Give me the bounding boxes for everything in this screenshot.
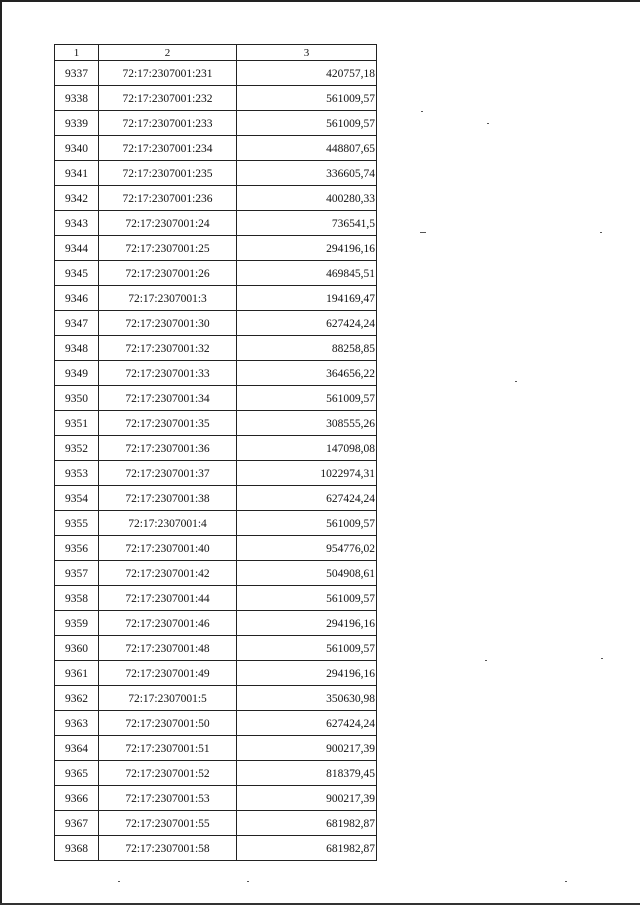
cadastral-value-cell: 561009,57: [237, 511, 377, 536]
table-row: [55, 736, 377, 761]
cadastral-value-cell: 681982,87: [237, 836, 377, 861]
cadastral-value-cell: 561009,57: [237, 386, 377, 411]
header-col-2: 2: [99, 45, 237, 61]
table-row: [55, 411, 377, 436]
cadastral-number-cell: 72:17:2307001:25: [99, 236, 237, 261]
scan-speck: [485, 660, 487, 661]
scan-edge-left: [0, 0, 2, 905]
cadastral-value-cell: 448807,65: [237, 136, 377, 161]
table-row: [55, 486, 377, 511]
cadastral-number-cell: 72:17:2307001:232: [99, 86, 237, 111]
cadastral-number-cell: 72:17:2307001:58: [99, 836, 237, 861]
cadastral-number-cell: 72:17:2307001:35: [99, 411, 237, 436]
row-number-cell: 9354: [55, 486, 99, 511]
row-number-cell: 9339: [55, 111, 99, 136]
table-row: [55, 636, 377, 661]
cadastral-value-cell: 561009,57: [237, 111, 377, 136]
cadastral-value-cell: 308555,26: [237, 411, 377, 436]
cadastral-number-cell: 72:17:2307001:42: [99, 561, 237, 586]
cadastral-value-cell: 336605,74: [237, 161, 377, 186]
cadastral-value-cell: 88258,85: [237, 336, 377, 361]
table-row: [55, 336, 377, 361]
cadastral-number-cell: 72:17:2307001:30: [99, 311, 237, 336]
row-number-cell: 9351: [55, 411, 99, 436]
table-row: [55, 286, 377, 311]
row-number-cell: 9356: [55, 536, 99, 561]
table-row: [55, 161, 377, 186]
cadastral-number-cell: 72:17:2307001:36: [99, 436, 237, 461]
table-row: [55, 86, 377, 111]
table-body: [55, 61, 377, 861]
table-row: [55, 436, 377, 461]
row-number-cell: 9347: [55, 311, 99, 336]
cadastral-value-cell: 954776,02: [237, 536, 377, 561]
row-number-cell: 9350: [55, 386, 99, 411]
table-row: [55, 111, 377, 136]
row-number-cell: 9344: [55, 236, 99, 261]
row-number-cell: 9361: [55, 661, 99, 686]
row-number-cell: 9358: [55, 586, 99, 611]
cadastral-number-cell: 72:17:2307001:55: [99, 811, 237, 836]
table-row: [55, 61, 377, 86]
cadastral-number-cell: 72:17:2307001:38: [99, 486, 237, 511]
cadastral-value-cell: 900217,39: [237, 736, 377, 761]
cadastral-value-table: [54, 44, 377, 861]
row-number-cell: 9337: [55, 61, 99, 86]
table-row: [55, 536, 377, 561]
cadastral-number-cell: 72:17:2307001:3: [99, 286, 237, 311]
cadastral-value-cell: 561009,57: [237, 86, 377, 111]
table-row: [55, 561, 377, 586]
table-row: [55, 611, 377, 636]
cadastral-value-cell: 420757,18: [237, 61, 377, 86]
table-row: [55, 236, 377, 261]
cadastral-value-cell: 561009,57: [237, 636, 377, 661]
cadastral-number-cell: 72:17:2307001:51: [99, 736, 237, 761]
cadastral-number-cell: 72:17:2307001:4: [99, 511, 237, 536]
table-row: [55, 761, 377, 786]
cadastral-number-cell: 72:17:2307001:46: [99, 611, 237, 636]
row-number-cell: 9362: [55, 686, 99, 711]
row-number-cell: 9348: [55, 336, 99, 361]
row-number-cell: 9359: [55, 611, 99, 636]
cadastral-number-cell: 72:17:2307001:34: [99, 386, 237, 411]
cadastral-number-cell: 72:17:2307001:236: [99, 186, 237, 211]
cadastral-value-cell: 504908,61: [237, 561, 377, 586]
row-number-cell: 9352: [55, 436, 99, 461]
row-number-cell: 9357: [55, 561, 99, 586]
cadastral-number-cell: 72:17:2307001:53: [99, 786, 237, 811]
cadastral-number-cell: 72:17:2307001:40: [99, 536, 237, 561]
row-number-cell: 9368: [55, 836, 99, 861]
cadastral-value-cell: 364656,22: [237, 361, 377, 386]
cadastral-number-cell: 72:17:2307001:48: [99, 636, 237, 661]
row-number-cell: 9345: [55, 261, 99, 286]
cadastral-value-cell: 350630,98: [237, 686, 377, 711]
scan-speck: [601, 658, 603, 659]
cadastral-number-cell: 72:17:2307001:234: [99, 136, 237, 161]
cadastral-value-cell: 294196,16: [237, 236, 377, 261]
cadastral-value-cell: 627424,24: [237, 486, 377, 511]
cadastral-number-cell: 72:17:2307001:49: [99, 661, 237, 686]
scan-speck: [421, 111, 423, 112]
cadastral-value-cell: 736541,5: [237, 211, 377, 236]
cadastral-value-cell: 469845,51: [237, 261, 377, 286]
cadastral-number-cell: 72:17:2307001:52: [99, 761, 237, 786]
cadastral-number-cell: 72:17:2307001:33: [99, 361, 237, 386]
table-row: [55, 186, 377, 211]
row-number-cell: 9353: [55, 461, 99, 486]
row-number-cell: 9340: [55, 136, 99, 161]
cadastral-value-cell: 147098,08: [237, 436, 377, 461]
table-row: [55, 261, 377, 286]
header-col-1: 1: [55, 45, 99, 61]
row-number-cell: 9346: [55, 286, 99, 311]
table-row: [55, 836, 377, 861]
cadastral-value-cell: 818379,45: [237, 761, 377, 786]
table-row: [55, 136, 377, 161]
scan-speck: [487, 123, 489, 124]
cadastral-number-cell: 72:17:2307001:32: [99, 336, 237, 361]
cadastral-value-cell: 627424,24: [237, 711, 377, 736]
cadastral-number-cell: 72:17:2307001:233: [99, 111, 237, 136]
row-number-cell: 9342: [55, 186, 99, 211]
scan-edge-top: [0, 0, 640, 2]
table-row: [55, 686, 377, 711]
cadastral-number-cell: 72:17:2307001:235: [99, 161, 237, 186]
scan-speck: [420, 232, 426, 233]
cadastral-number-cell: 72:17:2307001:5: [99, 686, 237, 711]
scan-speck: [600, 232, 602, 233]
cadastral-number-cell: 72:17:2307001:24: [99, 211, 237, 236]
header-row: [55, 45, 377, 61]
cadastral-value-cell: 900217,39: [237, 786, 377, 811]
row-number-cell: 9355: [55, 511, 99, 536]
table-row: [55, 386, 377, 411]
row-number-cell: 9343: [55, 211, 99, 236]
cadastral-value-cell: 1022974,31: [237, 461, 377, 486]
cadastral-value-cell: 400280,33: [237, 186, 377, 211]
cadastral-value-cell: 194169,47: [237, 286, 377, 311]
table-row: [55, 311, 377, 336]
cadastral-value-cell: 627424,24: [237, 311, 377, 336]
row-number-cell: 9341: [55, 161, 99, 186]
scan-speck: [247, 881, 249, 882]
scan-speck: [118, 881, 120, 882]
table-row: [55, 786, 377, 811]
cadastral-value-cell: 294196,16: [237, 661, 377, 686]
cadastral-value-cell: 681982,87: [237, 811, 377, 836]
cadastral-number-cell: 72:17:2307001:44: [99, 586, 237, 611]
scan-speck: [565, 881, 567, 882]
row-number-cell: 9367: [55, 811, 99, 836]
cadastral-number-cell: 72:17:2307001:50: [99, 711, 237, 736]
table-row: [55, 511, 377, 536]
row-number-cell: 9365: [55, 761, 99, 786]
table-row: [55, 586, 377, 611]
table-row: [55, 211, 377, 236]
table-row: [55, 461, 377, 486]
cadastral-number-cell: 72:17:2307001:37: [99, 461, 237, 486]
scan-speck: [515, 381, 517, 382]
table-row: [55, 661, 377, 686]
table-row: [55, 811, 377, 836]
header-col-3: 3: [237, 45, 377, 61]
row-number-cell: 9363: [55, 711, 99, 736]
table-row: [55, 361, 377, 386]
cadastral-number-cell: 72:17:2307001:26: [99, 261, 237, 286]
row-number-cell: 9364: [55, 736, 99, 761]
row-number-cell: 9366: [55, 786, 99, 811]
cadastral-value-cell: 561009,57: [237, 586, 377, 611]
row-number-cell: 9349: [55, 361, 99, 386]
cadastral-number-cell: 72:17:2307001:231: [99, 61, 237, 86]
table-row: [55, 711, 377, 736]
row-number-cell: 9360: [55, 636, 99, 661]
cadastral-value-cell: 294196,16: [237, 611, 377, 636]
row-number-cell: 9338: [55, 86, 99, 111]
